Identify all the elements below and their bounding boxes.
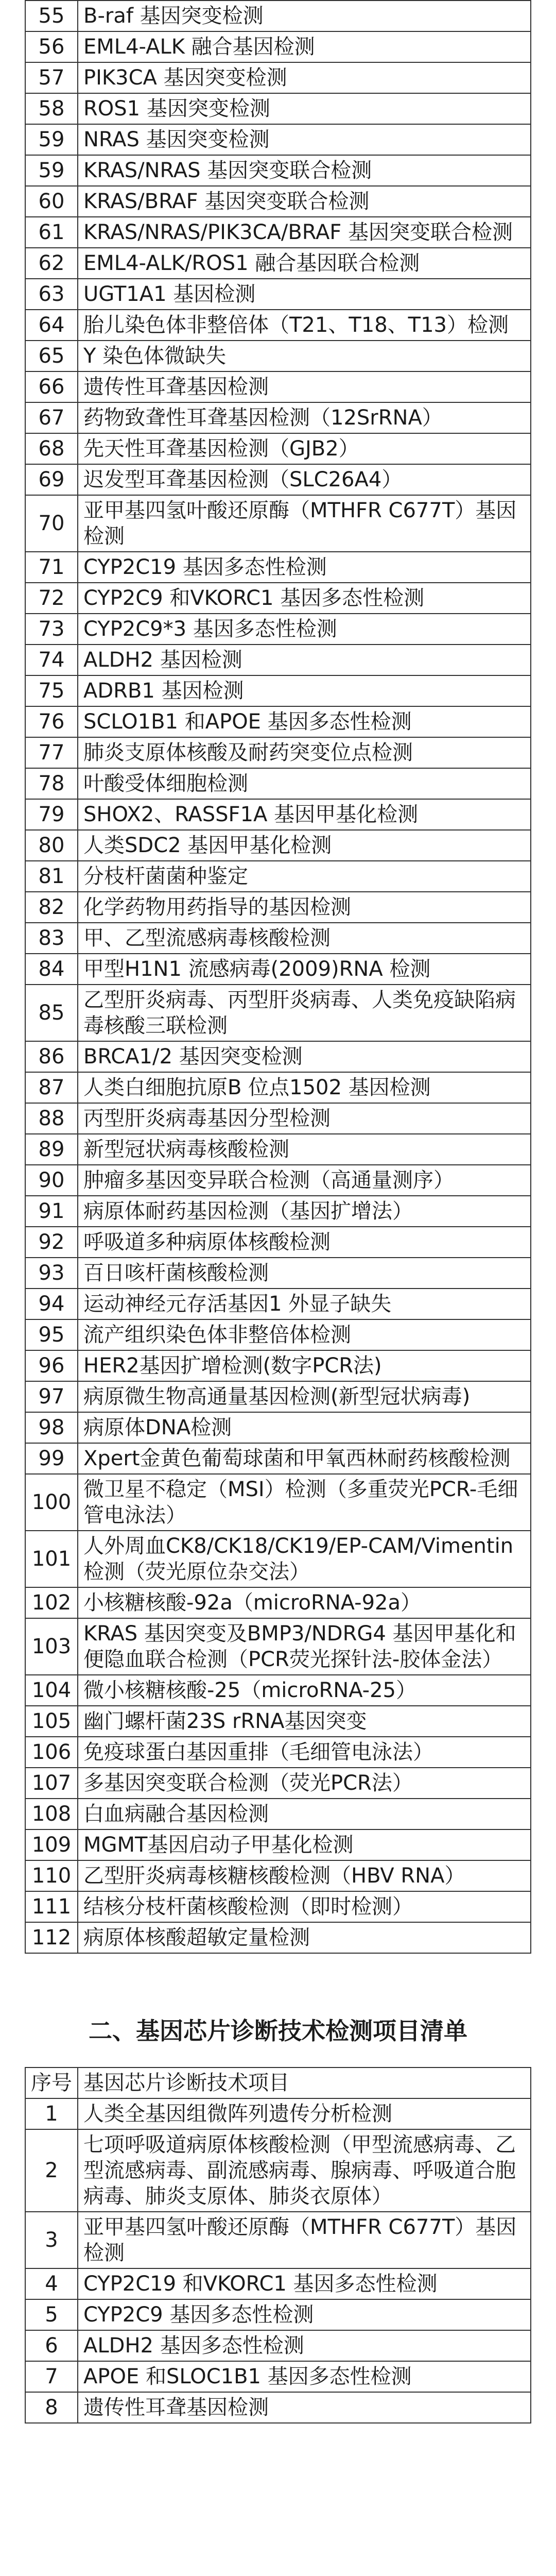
table-row — [25, 1737, 531, 1768]
row-item-name: 先天性耳聋基因检测（GJB2） — [78, 433, 531, 464]
row-item-name: ROS1 基因突变检测 — [78, 93, 531, 124]
row-number: 80 — [25, 830, 78, 861]
row-number: 6 — [25, 2330, 78, 2361]
row-item-name: 微小核糖核酸-25（microRNA-25） — [78, 1675, 531, 1706]
row-item-name: CYP2C19 和VKORC1 基因多态性检测 — [78, 2268, 531, 2299]
row-item-name: 小核糖核酸-92a（microRNA-92a） — [78, 1587, 531, 1618]
table-row — [25, 1799, 531, 1829]
table-row — [25, 2268, 531, 2299]
row-number: 107 — [25, 1768, 78, 1799]
table-row — [25, 93, 531, 124]
row-number: 112 — [25, 1922, 78, 1953]
row-number: 8 — [25, 2392, 78, 2423]
row-number: 3 — [25, 2212, 78, 2268]
row-number: 77 — [25, 737, 78, 768]
row-number: 88 — [25, 1103, 78, 1134]
row-item-name: B-raf 基因突变检测 — [78, 1, 531, 31]
row-item-name: UGT1A1 基因检测 — [78, 279, 531, 310]
row-number: 74 — [25, 645, 78, 675]
table-row — [25, 706, 531, 737]
row-item-name: 遗传性耳聋基因检测 — [78, 371, 531, 402]
table-row — [25, 1922, 531, 1953]
table-row — [25, 1474, 531, 1531]
row-item-name: 肺炎支原体核酸及耐药突变位点检测 — [78, 737, 531, 768]
table-row — [25, 799, 531, 830]
table-row — [25, 1258, 531, 1289]
table-row — [25, 279, 531, 310]
row-number: 110 — [25, 1860, 78, 1891]
table-row — [25, 923, 531, 954]
row-number: 100 — [25, 1474, 78, 1531]
table-row — [25, 552, 531, 583]
row-item-name: 微卫星不稳定（MSI）检测（多重荧光PCR-毛细管电泳法） — [78, 1474, 531, 1531]
row-item-name: 肿瘤多基因变异联合检测（高通量测序） — [78, 1165, 531, 1196]
table-row — [25, 1443, 531, 1474]
table-row — [25, 31, 531, 62]
table-row — [25, 1, 531, 31]
row-item-name: 人类全基因组微阵列遗传分析检测 — [78, 2098, 531, 2129]
row-item-name: Xpert金黄色葡萄球菌和甲氧西林耐药核酸检测 — [78, 1443, 531, 1474]
table-row — [25, 1227, 531, 1258]
table-row — [25, 2098, 531, 2129]
table-row — [25, 2361, 531, 2392]
row-number: 105 — [25, 1706, 78, 1737]
table-row — [25, 124, 531, 155]
row-item-name: KRAS/NRAS/PIK3CA/BRAF 基因突变联合检测 — [78, 217, 531, 248]
table-body — [25, 1, 531, 1953]
row-item-name: 丙型肝炎病毒基因分型检测 — [78, 1103, 531, 1134]
row-number: 98 — [25, 1412, 78, 1443]
row-number: 97 — [25, 1381, 78, 1412]
row-item-name: SCLO1B1 和APOE 基因多态性检测 — [78, 706, 531, 737]
row-number: 96 — [25, 1350, 78, 1381]
row-item-name: 迟发型耳聋基因检测（SLC26A4） — [78, 464, 531, 495]
table-row — [25, 614, 531, 645]
row-item-name: 人类白细胞抗原B 位点1502 基因检测 — [78, 1072, 531, 1103]
table-row — [25, 248, 531, 279]
table-body — [25, 2067, 531, 2423]
table-row — [25, 1531, 531, 1587]
row-number: 92 — [25, 1227, 78, 1258]
row-item-name: 病原体DNA检测 — [78, 1412, 531, 1443]
row-number: 99 — [25, 1443, 78, 1474]
row-item-name: SHOX2、RASSF1A 基因甲基化检测 — [78, 799, 531, 830]
row-item-name: 乙型肝炎病毒核糖核酸检测（HBV RNA） — [78, 1860, 531, 1891]
row-number: 66 — [25, 371, 78, 402]
table-row — [25, 737, 531, 768]
row-number: 89 — [25, 1134, 78, 1165]
row-number: 57 — [25, 62, 78, 93]
row-number: 102 — [25, 1587, 78, 1618]
row-number: 95 — [25, 1319, 78, 1350]
row-number: 5 — [25, 2299, 78, 2330]
table-row — [25, 1134, 531, 1165]
table-row — [25, 1072, 531, 1103]
row-item-name: 白血病融合基因检测 — [78, 1799, 531, 1829]
row-item-name: CYP2C9 和VKORC1 基因多态性检测 — [78, 583, 531, 614]
table-row — [25, 645, 531, 675]
row-number: 71 — [25, 552, 78, 583]
row-item-name: 亚甲基四氢叶酸还原酶（MTHFR C677T）基因检测 — [78, 2212, 531, 2268]
row-item-name: APOE 和SLOC1B1 基因多态性检测 — [78, 2361, 531, 2392]
table-row — [25, 2129, 531, 2212]
row-number: 55 — [25, 1, 78, 31]
row-item-name: 分枝杆菌菌种鉴定 — [78, 861, 531, 892]
row-item-name: MGMT基因启动子甲基化检测 — [78, 1829, 531, 1860]
row-item-name: 人类SDC2 基因甲基化检测 — [78, 830, 531, 861]
table-row — [25, 768, 531, 799]
row-item-name: 幽门螺杆菌23S rRNA基因突变 — [78, 1706, 531, 1737]
row-number: 59 — [25, 124, 78, 155]
table-row — [25, 1041, 531, 1072]
row-item-name: 新型冠状病毒核酸检测 — [78, 1134, 531, 1165]
row-item-name: EML4-ALK 融合基因检测 — [78, 31, 531, 62]
table-row — [25, 1768, 531, 1799]
row-number: 60 — [25, 186, 78, 217]
table-row — [25, 1350, 531, 1381]
row-item-name: 呼吸道多种病原体核酸检测 — [78, 1227, 531, 1258]
row-number: 79 — [25, 799, 78, 830]
row-item-name: 药物致聋性耳聋基因检测（12SrRNA） — [78, 402, 531, 433]
table-row — [25, 371, 531, 402]
row-item-name: 甲型H1N1 流感病毒(2009)RNA 检测 — [78, 954, 531, 985]
row-number: 7 — [25, 2361, 78, 2392]
row-number: 106 — [25, 1737, 78, 1768]
row-item-name: 病原体耐药基因检测（基因扩增法） — [78, 1196, 531, 1227]
row-item-name: 多基因突变联合检测（荧光PCR法） — [78, 1768, 531, 1799]
row-item-name: CYP2C19 基因多态性检测 — [78, 552, 531, 583]
row-number: 73 — [25, 614, 78, 645]
row-item-name: CYP2C9*3 基因多态性检测 — [78, 614, 531, 645]
row-item-name: 叶酸受体细胞检测 — [78, 768, 531, 799]
table-row — [25, 861, 531, 892]
table-row — [25, 186, 531, 217]
table-row — [25, 62, 531, 93]
row-number: 90 — [25, 1165, 78, 1196]
table-row — [25, 1891, 531, 1922]
table-row — [25, 1860, 531, 1891]
table-row — [25, 155, 531, 186]
row-item-name: 流产组织染色体非整倍体检测 — [78, 1319, 531, 1350]
row-number: 4 — [25, 2268, 78, 2299]
row-number: 70 — [25, 495, 78, 552]
row-number: 87 — [25, 1072, 78, 1103]
row-item-name: 胎儿染色体非整倍体（T21、T18、T13）检测 — [78, 310, 531, 341]
row-item-name: PIK3CA 基因突变检测 — [78, 62, 531, 93]
table-row — [25, 1196, 531, 1227]
table-row — [25, 464, 531, 495]
row-item-name: BRCA1/2 基因突变检测 — [78, 1041, 531, 1072]
row-item-name: 七项呼吸道病原体核酸检测（甲型流感病毒、乙型流感病毒、副流感病毒、腺病毒、呼吸道合胞病毒、肺炎支原体、肺炎衣原体） — [78, 2129, 531, 2212]
row-number: 86 — [25, 1041, 78, 1072]
row-number: 85 — [25, 985, 78, 1041]
table-gene-tests — [25, 0, 531, 1954]
row-number: 64 — [25, 310, 78, 341]
row-number: 93 — [25, 1258, 78, 1289]
table-row — [25, 2330, 531, 2361]
row-item-name: 化学药物用药指导的基因检测 — [78, 892, 531, 923]
table-row — [25, 1618, 531, 1675]
row-number: 104 — [25, 1675, 78, 1706]
row-item-name: ADRB1 基因检测 — [78, 675, 531, 706]
row-item-name: CYP2C9 基因多态性检测 — [78, 2299, 531, 2330]
section-title: 二、基因芯片诊断技术检测项目清单 — [89, 2017, 467, 2045]
table-row — [25, 985, 531, 1041]
table-row — [25, 1675, 531, 1706]
row-item-name: ALDH2 基因多态性检测 — [78, 2330, 531, 2361]
table-row — [25, 2212, 531, 2268]
row-number: 101 — [25, 1531, 78, 1587]
row-number: 83 — [25, 923, 78, 954]
row-number: 91 — [25, 1196, 78, 1227]
row-number: 68 — [25, 433, 78, 464]
table-row — [25, 310, 531, 341]
row-item-name: 乙型肝炎病毒、丙型肝炎病毒、人类免疫缺陷病毒核酸三联检测 — [78, 985, 531, 1041]
row-item-name: 病原微生物高通量基因检测(新型冠状病毒) — [78, 1381, 531, 1412]
table-row — [25, 954, 531, 985]
table-row — [25, 1587, 531, 1618]
row-item-name: 人外周血CK8/CK18/CK19/EP-CAM/Vimentin检测（荧光原位杂交法） — [78, 1531, 531, 1587]
row-item-name: KRAS/BRAF 基因突变联合检测 — [78, 186, 531, 217]
header-no: 序号 — [25, 2067, 78, 2098]
row-item-name: 遗传性耳聋基因检测 — [78, 2392, 531, 2423]
row-number: 2 — [25, 2129, 78, 2212]
table-row — [25, 1412, 531, 1443]
row-number: 81 — [25, 861, 78, 892]
row-item-name: HER2基因扩增检测(数字PCR法) — [78, 1350, 531, 1381]
row-number: 94 — [25, 1289, 78, 1319]
row-item-name: 运动神经元存活基因1 外显子缺失 — [78, 1289, 531, 1319]
row-item-name: ALDH2 基因检测 — [78, 645, 531, 675]
table-row — [25, 675, 531, 706]
row-number: 103 — [25, 1618, 78, 1675]
row-number: 78 — [25, 768, 78, 799]
row-number: 84 — [25, 954, 78, 985]
row-number: 62 — [25, 248, 78, 279]
table-row — [25, 402, 531, 433]
row-number: 75 — [25, 675, 78, 706]
row-number: 67 — [25, 402, 78, 433]
table-row — [25, 1381, 531, 1412]
table-row — [25, 1103, 531, 1134]
table-row — [25, 2299, 531, 2330]
row-item-name: NRAS 基因突变检测 — [78, 124, 531, 155]
row-number: 1 — [25, 2098, 78, 2129]
row-item-name: 病原体核酸超敏定量检测 — [78, 1922, 531, 1953]
table-row — [25, 341, 531, 371]
row-item-name: 百日咳杆菌核酸检测 — [78, 1258, 531, 1289]
row-number: 76 — [25, 706, 78, 737]
row-number: 109 — [25, 1829, 78, 1860]
table-row — [25, 583, 531, 614]
row-number: 82 — [25, 892, 78, 923]
row-number: 63 — [25, 279, 78, 310]
table-gene-chip-tests — [25, 2067, 531, 2424]
table-row — [25, 2392, 531, 2423]
row-number: 108 — [25, 1799, 78, 1829]
table-row — [25, 892, 531, 923]
table-row — [25, 433, 531, 464]
row-number: 72 — [25, 583, 78, 614]
row-number: 56 — [25, 31, 78, 62]
row-number: 59 — [25, 155, 78, 186]
row-number: 58 — [25, 93, 78, 124]
header-name: 基因芯片诊断技术项目 — [78, 2067, 531, 2098]
row-item-name: Y 染色体微缺失 — [78, 341, 531, 371]
row-number: 61 — [25, 217, 78, 248]
row-item-name: KRAS/NRAS 基因突变联合检测 — [78, 155, 531, 186]
table-row — [25, 217, 531, 248]
row-item-name: 亚甲基四氢叶酸还原酶（MTHFR C677T）基因检测 — [78, 495, 531, 552]
row-number: 69 — [25, 464, 78, 495]
table-row — [25, 1706, 531, 1737]
row-item-name: 免疫球蛋白基因重排（毛细管电泳法） — [78, 1737, 531, 1768]
table-row — [25, 1829, 531, 1860]
row-item-name: 结核分枝杆菌核酸检测（即时检测） — [78, 1891, 531, 1922]
row-item-name: KRAS 基因突变及BMP3/NDRG4 基因甲基化和便隐血联合检测（PCR荧光探针法-胶体金法） — [78, 1618, 531, 1675]
table-row — [25, 1165, 531, 1196]
row-item-name: 甲、乙型流感病毒核酸检测 — [78, 923, 531, 954]
table-row — [25, 1289, 531, 1319]
table-row — [25, 830, 531, 861]
table-row — [25, 495, 531, 552]
table-header-row — [25, 2067, 531, 2098]
row-number: 65 — [25, 341, 78, 371]
row-item-name: EML4-ALK/ROS1 融合基因联合检测 — [78, 248, 531, 279]
table-row — [25, 1319, 531, 1350]
row-number: 111 — [25, 1891, 78, 1922]
